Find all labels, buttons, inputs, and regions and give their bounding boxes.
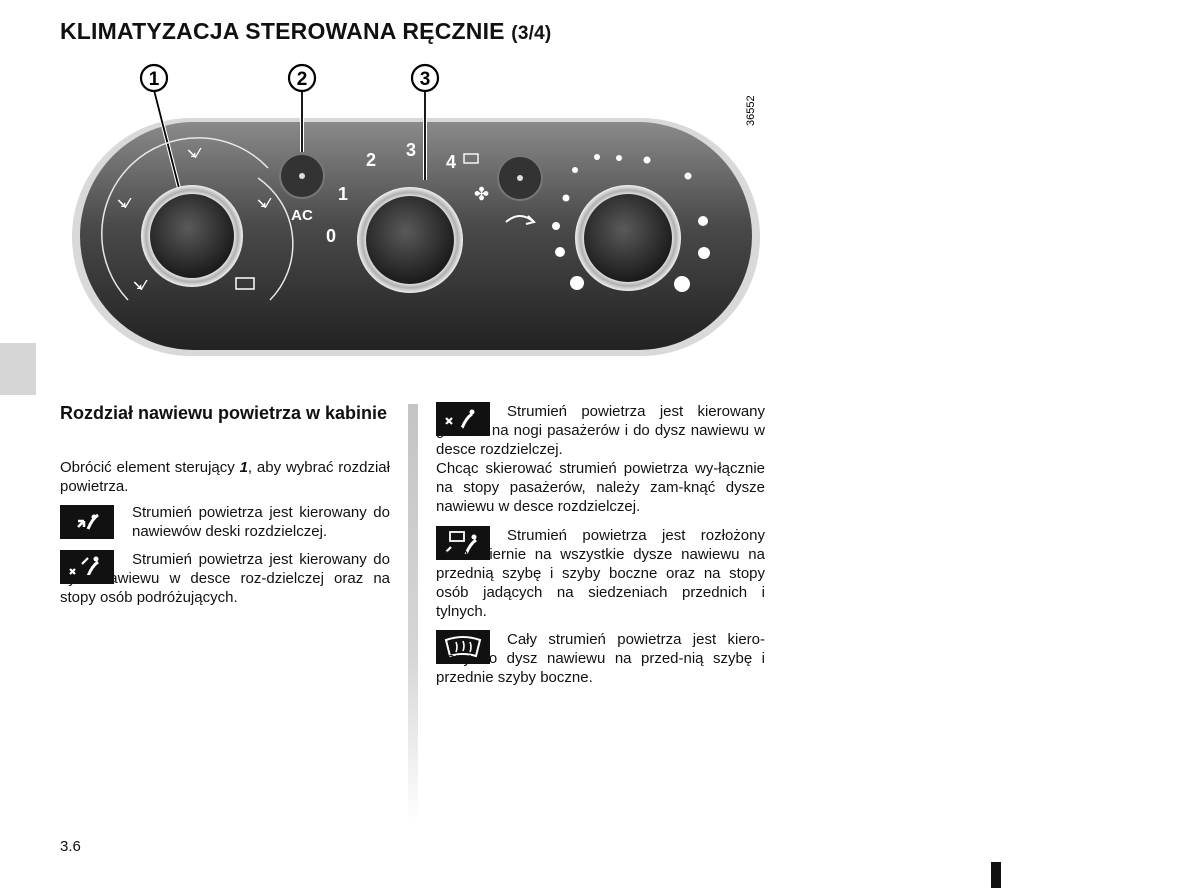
callout-3 — [412, 65, 438, 91]
intro-ref: 1 — [239, 459, 248, 476]
intro-paragraph — [60, 458, 390, 496]
figure-ref-number: 36552 — [745, 95, 757, 126]
page-title-text: KLIMATYZACJA STEROWANA RĘCZNIE — [60, 18, 505, 44]
recirculation-button — [498, 156, 542, 200]
page-number: 3.6 — [60, 838, 81, 855]
section-heading: Rozdział nawiewu powietrza w kabinie — [60, 403, 388, 423]
svg-text:↘⁄: ↘⁄ — [256, 197, 270, 212]
chapter-tab — [0, 343, 36, 395]
item-1-text: Strumień powietrza jest kierowany do nawiewów deski rozdzielczej. — [132, 504, 390, 540]
callout-2 — [289, 65, 315, 91]
page-edge-marker — [991, 862, 1001, 888]
fan-speed-0: 0 — [326, 226, 337, 246]
climate-control-panel-illustration — [60, 60, 780, 360]
svg-text:2: 2 — [296, 69, 308, 90]
fan-speed-4: 4 — [446, 152, 457, 172]
fan-speed-1: 1 — [338, 184, 349, 204]
column-divider — [408, 404, 418, 824]
ac-label: AC — [291, 207, 313, 224]
page-title-fraction: (3/4) — [511, 23, 552, 44]
svg-text:↘⁄: ↘⁄ — [132, 279, 146, 294]
page-title — [60, 18, 551, 45]
item-2-text: Strumień powietrza jest kierowany do dysz nawiewu w desce roz-dzielczej oraz na stopy osób podróżujących. — [60, 551, 390, 606]
item-3-extra-text: Chcąc skierować strumień powietrza wy-łącznie na stopy pasażerów, należy zam-knąć dysze nawiewu w desce rozdzielczej. — [436, 460, 765, 515]
intro-text-before: Obrócić element sterujący — [60, 459, 240, 476]
temperature-knob — [575, 185, 681, 291]
callout-1 — [141, 65, 167, 91]
svg-text:1: 1 — [148, 69, 160, 90]
fan-speed-3: 3 — [406, 140, 417, 160]
fan-speed-knob — [357, 187, 463, 293]
item-3-text: Strumień powietrza jest kierowany głównie na nogi pasażerów i do dysz nawiewu w desce rozdzielczej. — [436, 403, 765, 458]
air-distribution-knob — [141, 185, 243, 287]
fan-icon: ✤ — [474, 184, 490, 205]
svg-text:↘⁄: ↘⁄ — [186, 147, 200, 162]
svg-text:3: 3 — [419, 69, 431, 90]
item-5-text: Cały strumień powietrza jest kiero-wany do dysz nawiewu na przed-nią szybę i przednie szyby boczne. — [436, 631, 765, 686]
intro-text-after: , aby wybrać rozdział powietrza. — [60, 459, 390, 495]
svg-text:↘⁄: ↘⁄ — [116, 197, 130, 212]
fan-speed-2: 2 — [366, 150, 377, 170]
dashboard-vent-icon — [60, 505, 114, 539]
item-4-text: Strumień powietrza jest rozłożony równomiernie na wszystkie dysze nawiewu na przednią szybę i szyby boczne oraz na stopy osób jadących na siedzeniach przednich i tylnych. — [436, 527, 765, 620]
ac-button — [280, 154, 324, 198]
